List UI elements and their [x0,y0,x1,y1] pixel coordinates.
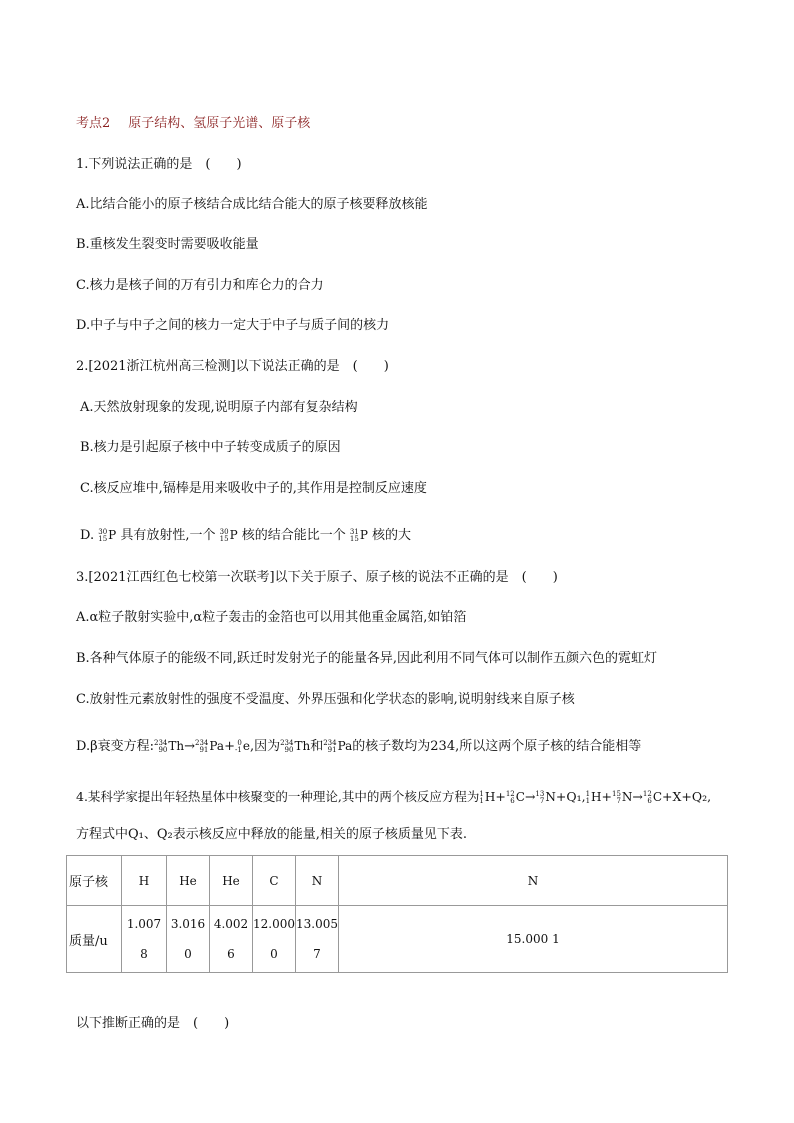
table-cell: 15.000 1 [339,906,728,973]
question-4-line2: 方程式中Q₁、Q₂表示核反应中释放的能量,相关的原子核质量见下表. [76,827,468,842]
question-3-option-d: D.β衰变方程: 234 90 Th→ 234 91 Pa+ 0 -1 e,因为 234 90 Th和 234 91 Pa的核子数均为234,所以这两个原子核的结合能相等 [76,738,642,754]
table-cell: 质量/u [67,906,122,973]
section-title: 原子结构、氢原子光谱、原子核 [128,116,311,131]
table-cell: N [296,856,339,906]
question-1-option-a: A.比结合能小的原子核结合成比结合能大的原子核要释放核能 [76,197,428,212]
table-cell: 4.002 6 [210,906,253,973]
question-1-option-b: B.重核发生裂变时需要吸收能量 [76,237,259,252]
section-number: 考点2 [76,116,111,131]
table-cell: N [339,856,728,906]
table-cell: 3.016 0 [167,906,210,973]
table-cell: 12.000 0 [253,906,296,973]
question-2-option-c: C.核反应堆中,镉棒是用来吸收中子的,其作用是控制反应速度 [80,481,427,496]
question-1-option-c: C.核力是核子间的万有引力和库仑力的合力 [76,278,324,293]
table-cell: 1.007 8 [122,906,167,973]
question-4-prompt: 以下推断正确的是 ( ) [76,1016,230,1031]
table-cell: C [253,856,296,906]
table-cell: He [167,856,210,906]
section-heading [76,115,310,133]
question-2-stem: 2.[2021浙江杭州高三检测]以下说法正确的是 ( ) [76,359,389,374]
question-3-option-b: B.各种气体原子的能级不同,跃迁时发射光子的能量各异,因此利用不同气体可以制作五颜六色的霓虹灯 [76,651,657,666]
question-1-option-d: D.中子与中子之间的核力一定大于中子与质子间的核力 [76,318,390,333]
table-row [67,906,728,973]
question-2-option-a: A.天然放射现象的发现,说明原子内部有复杂结构 [80,400,358,415]
question-2-option-d: D. 30 15 P 具有放射性,一个 30 15 P 核的结合能比一个 31 15 P 核的大 [80,527,412,543]
question-3-stem: 3.[2021江西红色七校第一次联考]以下关于原子、原子核的说法不正确的是 ( ) [76,570,558,585]
table-cell: 13.005 7 [296,906,339,973]
table-cell: H [122,856,167,906]
question-2-option-b: B.核力是引起原子核中中子转变成质子的原因 [80,440,341,455]
nuclide-mass-table [66,855,728,973]
question-4-stem: 4.某科学家提出年轻热星体中核聚变的一种理论,其中的两个核反应方程为 1 1 H+ 12 6 C→ 13 7 N+Q₁, 1 1 H+ 15 7 N→ 12 6 C+X+Q₂, [76,789,712,805]
table-cell: 原子核 [67,856,122,906]
question-3-option-a: A.α粒子散射实验中,α粒子轰击的金箔也可以用其他重金属箔,如铂箔 [76,610,467,625]
question-1-stem: 1.下列说法正确的是 ( ) [76,157,242,172]
question-3-option-c: C.放射性元素放射性的强度不受温度、外界压强和化学状态的影响,说明射线来自原子核 [76,692,575,707]
table-row [67,856,728,906]
table-cell: He [210,856,253,906]
